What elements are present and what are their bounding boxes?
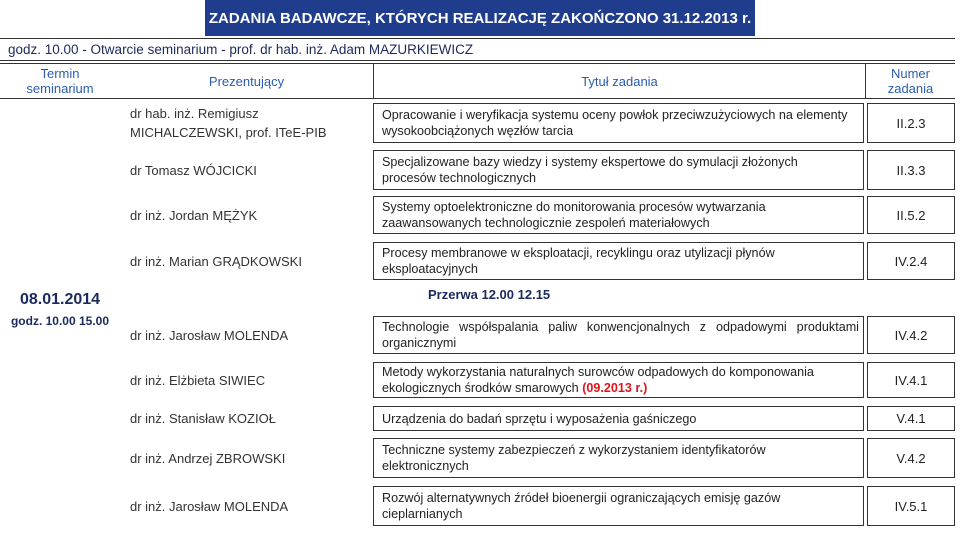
table-row	[0, 103, 960, 143]
presenter-cell	[130, 150, 365, 190]
task-number-cell	[867, 196, 955, 234]
task-title-line: Rozwój alternatywnych źródeł bioenergii ograniczających emisję gazów	[382, 491, 781, 505]
task-number-cell	[867, 242, 955, 280]
task-title-cell	[373, 242, 864, 280]
presenter-name: dr inż. Jarosław MOLENDA	[130, 498, 289, 514]
task-date-note: (09.2013 r.)	[582, 381, 648, 395]
table-row	[0, 406, 960, 431]
header-tytul-label: Tytuł zadania	[581, 73, 658, 89]
task-title-line: Techniczne systemy zabezpieczeń z wykorzystaniem identyfikatorów	[382, 443, 766, 457]
presenter-name: dr inż. Marian GRĄDKOWSKI	[130, 253, 302, 269]
opening-row	[0, 38, 955, 61]
session-date: 08.01.2014	[19, 291, 101, 308]
presenter-cell	[130, 103, 365, 143]
task-number: V.4.2	[896, 450, 926, 466]
presenter-cell	[130, 438, 365, 478]
task-number-cell	[867, 362, 955, 398]
header-termin	[0, 64, 120, 98]
header-tytul	[373, 64, 865, 98]
table-row	[0, 486, 960, 526]
presenter-cell	[130, 242, 365, 280]
table-row	[0, 150, 960, 190]
task-title-line: Metody wykorzystania naturalnych surowców odpadowych do komponowania	[382, 365, 814, 379]
presenter-cell	[130, 196, 365, 234]
task-number: II.5.2	[896, 207, 926, 223]
presenter-name: dr Tomasz WÓJCICKI	[130, 162, 257, 178]
header-numer-line: zadania	[887, 81, 934, 96]
table-header	[0, 63, 955, 99]
task-title-line: organicznymi	[382, 336, 457, 350]
presenter-name: dr inż. Jordan MĘŻYK	[130, 207, 258, 223]
task-title-line: wysokoobciążonych węzłów tarcia	[382, 124, 574, 138]
task-title-line: eksploatacyjnych	[382, 262, 478, 276]
task-number-cell	[867, 406, 955, 431]
presenter-cell	[130, 316, 365, 354]
header-numer-line: Numer	[890, 66, 930, 81]
task-number: IV.4.1	[894, 372, 928, 388]
task-title-cell	[373, 103, 864, 143]
task-number: IV.2.4	[894, 253, 928, 269]
header-prezentujacy-label: Prezentujący	[208, 73, 285, 89]
task-number-cell	[867, 150, 955, 190]
task-title-line: Opracowanie i weryfikacja systemu oceny powłok przeciwzużyciowych na elementy	[382, 108, 848, 122]
task-title-cell	[373, 316, 864, 354]
task-title-cell	[373, 362, 864, 398]
header-prezentujacy	[120, 64, 373, 98]
task-title-line: Specjalizowane bazy wiedzy i systemy ekspertowe do symulacji złożonych	[382, 155, 798, 169]
presenter-cell	[130, 406, 365, 431]
presenter-name: dr inż. Elżbieta SIWIEC	[130, 372, 266, 388]
presenter-name: dr inż. Jarosław MOLENDA	[130, 327, 289, 343]
task-number-cell	[867, 103, 955, 143]
presenter-cell	[130, 362, 365, 398]
presenter-name: dr inż. Stanisław KOZIOŁ	[130, 411, 276, 426]
task-title-line: Procesy membranowe w eksploatacji, recyklingu oraz utylizacji płynów	[382, 246, 775, 260]
task-title-cell	[373, 486, 864, 526]
task-title-text: ekologicznych środków smarowych	[382, 381, 579, 395]
page-title-banner	[205, 0, 755, 36]
task-title-line: Urządzenia do badań sprzętu i wyposażenia gaśniczego	[382, 411, 697, 426]
task-title-line: elektronicznych	[382, 459, 469, 473]
session-hours: godz. 10.00 15.00	[10, 314, 110, 328]
presenter-cell	[130, 486, 365, 526]
task-number: IV.4.2	[894, 327, 928, 343]
task-title-cell	[373, 406, 864, 431]
task-title-cell	[373, 150, 864, 190]
table-row	[0, 242, 960, 280]
task-number: IV.5.1	[894, 498, 928, 514]
task-title-line: Systemy optoelektroniczne do monitorowania procesów wytwarzania	[382, 200, 766, 214]
table-row	[0, 316, 960, 354]
table-row	[0, 362, 960, 398]
task-number: V.4.1	[896, 411, 926, 426]
task-number: II.2.3	[896, 115, 926, 131]
table-row	[0, 196, 960, 234]
task-title-line: Technologie współspalania paliw konwencjonalnych z odpadowymi produktami	[382, 320, 859, 334]
opening-text: godz. 10.00 - Otwarcie seminarium - prof. dr hab. inż. Adam MAZURKIEWICZ	[8, 42, 474, 57]
task-title-line: cieplarnianych	[382, 507, 463, 521]
header-termin-line: seminarium	[26, 81, 94, 96]
header-numer	[865, 64, 955, 98]
task-title-cell	[373, 438, 864, 478]
task-number-cell	[867, 316, 955, 354]
task-title-cell	[373, 196, 864, 234]
task-title-line: zaawansowanych technologicznie zespoleń materiałowych	[382, 216, 710, 230]
header-termin-line: Termin	[40, 66, 80, 81]
presenter-name: dr hab. inż. Remigiusz	[130, 106, 259, 121]
task-number: II.3.3	[896, 162, 926, 178]
presenter-name: dr inż. Andrzej ZBROWSKI	[130, 450, 286, 466]
task-title-line: procesów technologicznych	[382, 171, 537, 185]
task-number-cell	[867, 486, 955, 526]
task-number-cell	[867, 438, 955, 478]
task-title-line	[382, 380, 859, 396]
page-title: ZADANIA BADAWCZE, KTÓRYCH REALIZACJĘ ZAKOŃCZONO 31.12.2013 r.	[208, 9, 752, 27]
table-row	[0, 438, 960, 478]
presenter-name: MICHALCZEWSKI, prof. ITeE-PIB	[130, 125, 327, 140]
break-label: Przerwa 12.00 12.15	[428, 287, 551, 302]
